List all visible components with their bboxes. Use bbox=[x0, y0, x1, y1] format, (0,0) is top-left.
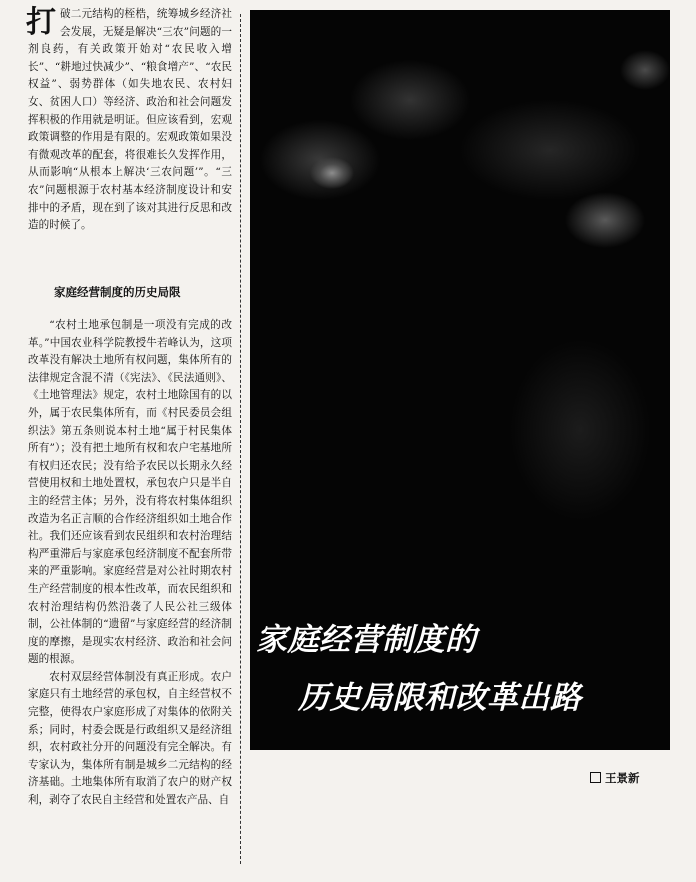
drop-cap: 打 bbox=[26, 5, 56, 40]
text-column bbox=[0, 0, 232, 882]
section-heading: 家庭经营制度的历史局限 bbox=[54, 285, 181, 299]
byline bbox=[590, 770, 640, 786]
intro-paragraph bbox=[28, 6, 232, 235]
article-photo bbox=[250, 10, 670, 750]
author-name: 王景新 bbox=[605, 771, 640, 785]
column-divider bbox=[240, 14, 241, 864]
title-line-2: 历史局限和改革出路 bbox=[298, 680, 582, 716]
title-line-1: 家庭经营制度的 bbox=[256, 622, 477, 658]
body-paragraph: “农村土地承包制是一项没有完成的改革。”中国农业科学院教授牛若峰认为，这项改革没有解决土地所有权问题，集体所有的法律规定含混不清（《宪法》、《民法通则》、《土地管理法》规定，农村土地除国有的以外，属于农民集体所有，而《村民委员会组织法》第五条则说本村土地“属于村民集体所有”）；没有把土地所有权和农户宅基地所有权归还农民；没有给予农民以长期永久经营使用权和土地处置权，承包农户只是半自主的经营主体；另外，没有将农村集体组织改造为名正言顺的合作经济组织如土地合作社。我们还应该看到农民组织和农村治理结构严重滞后与家庭承包经济制度不配套所带来的严重影响。家庭经营是对公社时期农村生产经营制度的根本性改革，而农民组织和农村治理结构仍然沿袭了人民公社三级体制，公社体制的“遗留”与家庭经营的经济制度的摩擦，是现实农村经济、政治和社会问题的根源。 bbox=[28, 319, 232, 666]
article-body bbox=[28, 317, 232, 810]
square-bullet-icon bbox=[590, 772, 601, 783]
body-paragraph: 农村双层经营体制没有真正形成。农户家庭只有土地经营的承包权，自主经营权不完整，使得农户家庭形成了对集体的依附关系；同时，村委会既是行政组织又是经济组织，农村政社分开的问题没有完全解决。有专家认为，集体所有制是城乡二元结构的经济基础。土地集体所有取消了农户的财产权利，剥夺了农民自主经营和处置农产品、自 bbox=[28, 670, 232, 807]
intro-text: 破二元结构的桎梏，统筹城乡经济社会发展，无疑是解决“三农”问题的一剂良药，有关政策开始对“农民收入增长”、“耕地过快减少”、“粮食增产”、“农民权益”、弱势群体（如失地农民、农村妇女、贫困人口）等经济、政治和社会问题发挥积极的作用就是明证。但应该看到，宏观政策调整的作用是有限的。宏观政策如果没有微观改革的配套，将很难长久发挥作用，从而影响“从根本上解决‘三农问题’”。“三农”问题根源于农村基本经济制度设计和安排中的矛盾，现在到了该对其进行反思和改造的时候了。 bbox=[28, 8, 232, 232]
